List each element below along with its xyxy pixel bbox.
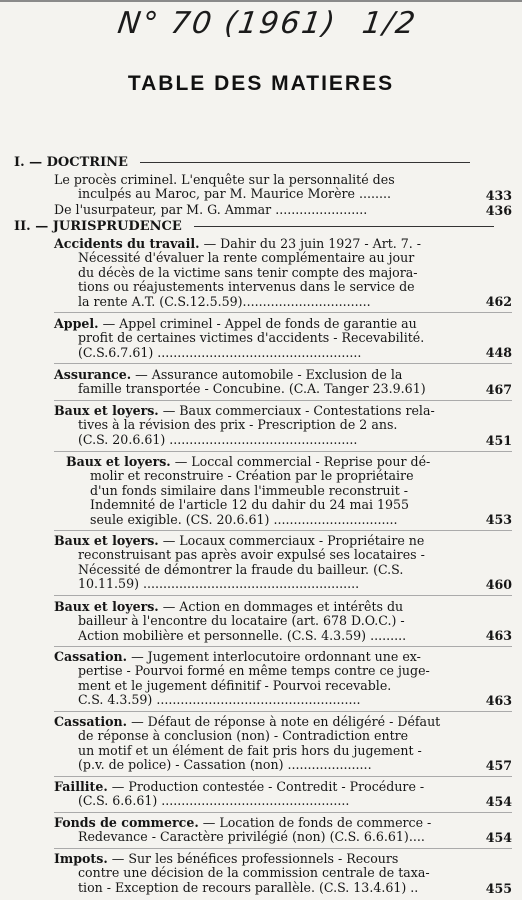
handwritten-number: N° 70 (1961) [115, 6, 339, 41]
page-number: 454 [485, 794, 512, 809]
page-title: TABLE DES MATIERES [127, 72, 395, 95]
entry-separator [54, 812, 512, 813]
entry-separator [54, 400, 512, 401]
toc-entry: Baux et loyers. — Action en dommages et intérêts du bailleur à l'encontre du locataire (art. 678 D.O.C.) - Action mobilière et personnelle. (C.S. 4.3.59) ......... [54, 599, 407, 643]
page-number: 457 [485, 758, 512, 773]
entry-separator [54, 451, 512, 452]
entry-separator [54, 363, 512, 364]
handwritten-fraction: 1/2 [359, 6, 420, 41]
toc-entry: Appel. — Appel criminel - Appel de fonds de garantie au profit de certaines victimes d'accidents - Recevabilité. (C.S.6.7.61) ................................................... [54, 316, 425, 360]
entry-separator [54, 711, 512, 712]
toc-entry: Baux et loyers. — Locaux commerciaux - Propriétaire ne reconstruisant pas après avoir expulsé ses locataires - Nécessité de démontrer la fraude du bailleur. (C.S. 10.11.59) ...................................................... [54, 533, 425, 592]
page-number: 463 [485, 693, 512, 708]
toc-entry: Le procès criminel. L'enquête sur la personnalité des inculpés au Maroc, par M. Maurice Morère ........ [54, 172, 395, 202]
handwritten-annotation [116, 6, 420, 41]
top-border [0, 0, 522, 2]
section-rule [194, 226, 494, 227]
entry-separator [54, 530, 512, 531]
toc-entry: Fonds de commerce. — Location de fonds de commerce - Redevance - Caractère privilégié (non) (C.S. 6.6.61).... [54, 815, 432, 845]
toc-entry: Accidents du travail. — Dahir du 23 juin 1927 - Art. 7. - Nécessité d'évaluer la rente complémentaire au jour du décès de la victime sans tenir compte des majora- tions ou réajustements intervenus dans le service de la rente A.T. (C.S.12.5.59)................................ [54, 236, 422, 309]
toc-entry: De l'usurpateur, par M. G. Ammar ....................... [54, 202, 368, 217]
entry-separator [54, 848, 512, 849]
toc-entry: Baux et loyers. — Baux commerciaux - Contestations rela- tives à la révision des prix - Prescription de 2 ans. (C.S. 20.6.61) ............................................... [54, 403, 435, 447]
toc-entry: Baux et loyers. — Loccal commercial - Reprise pour dé- molir et reconstruire - Création par le propriétaire d'un fonds similaire dans l'immeuble reconstruit - Indemnité de l'article 12 du dahir du 24 mai 1955 seule exigible. (CS. 20.6.61) ............................... [66, 454, 431, 527]
page-number: 455 [485, 881, 512, 896]
page-number: 451 [485, 433, 512, 448]
page-number: 463 [485, 628, 512, 643]
section-rule [140, 162, 470, 163]
page-number: 467 [485, 382, 512, 397]
toc-entry: Impots. — Sur les bénéfices professionnels - Recours contre une décision de la commission centrale de taxa- tion - Exception de recours parallèle. (C.S. 13.4.61) .. [54, 851, 430, 895]
page-number: 454 [485, 830, 512, 845]
page-number: 460 [485, 577, 512, 592]
page-number: 436 [485, 203, 512, 218]
page-number: 448 [485, 345, 512, 360]
toc-entry: Cassation. — Jugement interlocutoire ordonnant une ex- pertise - Pourvoi formé en même temps contre ce juge- ment et le jugement définitif - Pourvoi recevable. C.S. 4.3.59) ................................................... [54, 649, 430, 708]
page-number: 433 [485, 188, 512, 203]
section-heading-doctrine: I. — DOCTRINE [14, 155, 470, 170]
entry-separator [54, 595, 512, 596]
toc-entry: Assurance. — Assurance automobile - Exclusion de la famille transportée - Concubine. (C.A. Tanger 23.9.61) [54, 367, 426, 397]
toc-entry: Cassation. — Défaut de réponse à note en déligéré - Défaut de réponse à conclusion (non) - Contradiction entre un motif et un élément de fait pris hors du jugement - (p.v. de police) - Cassation (non) ..................... [54, 714, 441, 773]
toc-entry: Faillite. — Production contestée - Contredit - Procédure - (C.S. 6.6.61) ............................................... [54, 779, 425, 809]
page-number: 462 [485, 294, 512, 309]
page-number: 453 [485, 512, 512, 527]
entry-separator [54, 646, 512, 647]
section-heading-jurisprudence: II. — JURISPRUDENCE [14, 219, 494, 234]
entry-separator [54, 776, 512, 777]
entry-separator [54, 312, 512, 313]
